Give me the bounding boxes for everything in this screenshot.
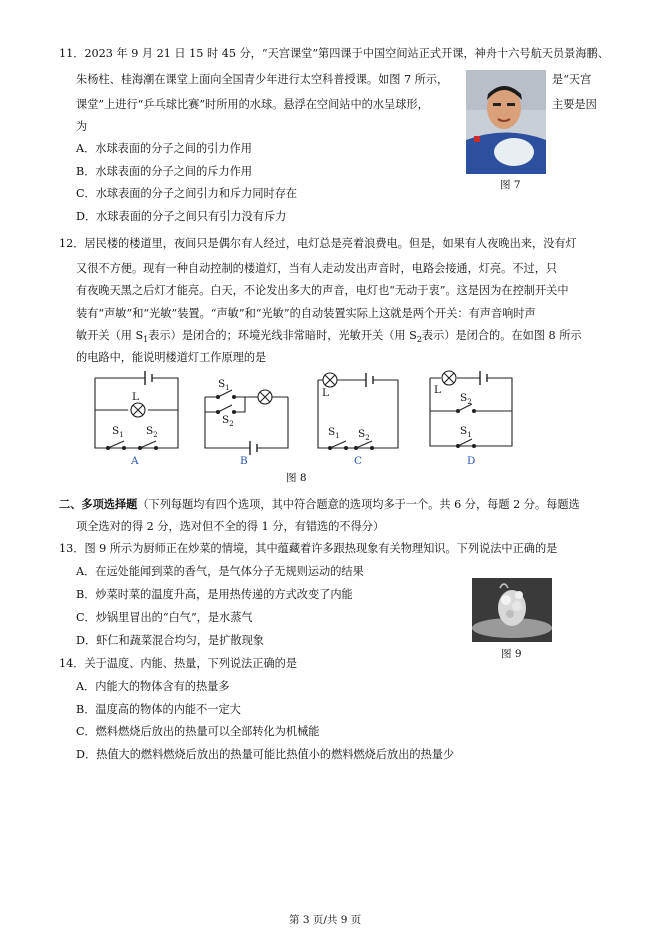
circuit-a-s2-label bbox=[146, 423, 158, 443]
section2-title: 二、多项选择题 bbox=[59, 497, 138, 511]
section2-instructions: （下列每题均有四个选项，其中符合题意的选项均多于一个。共 6 分，每题 2 分。每题选 bbox=[137, 498, 580, 511]
circuit-a-lamp-label: L bbox=[132, 391, 139, 403]
s-letter: S bbox=[460, 392, 468, 404]
s-sub: 1 bbox=[467, 431, 472, 440]
fig8-caption: 图 8 bbox=[286, 472, 307, 484]
q11-stem-1: 2023 年 9 月 21 日 15 时 45 分，“天宫课堂”第四课于中国空间站正式开课，神舟十六号航天员景海鹏、 bbox=[84, 47, 609, 60]
q14-option-c: C．燃料燃烧后放出的热量可以全部转化为机械能 bbox=[76, 725, 320, 738]
s-sub: 1 bbox=[335, 432, 340, 441]
circuit-c-letter: C bbox=[354, 455, 363, 467]
page-footer: 第 3 页/共 9 页 bbox=[289, 914, 362, 926]
circuit-b-s2-label bbox=[222, 412, 234, 432]
circuit-d-s2-label bbox=[460, 390, 472, 410]
q11-line4: 为 bbox=[76, 120, 88, 133]
s-sub: 1 bbox=[119, 431, 124, 440]
s-sub: 2 bbox=[229, 420, 234, 429]
fig9-caption: 图 9 bbox=[501, 648, 522, 660]
q11-number: 11． bbox=[59, 47, 85, 60]
s-sub: 2 bbox=[153, 431, 158, 440]
circuit-a-letter: A bbox=[131, 455, 139, 467]
q13-option-c: C．炒锅里冒出的“白气”，是水蒸气 bbox=[76, 611, 253, 624]
q13-line1 bbox=[59, 541, 557, 557]
q13-option-d: D．虾仁和蔬菜混合均匀，是扩散现象 bbox=[76, 634, 264, 647]
circuit-a-s1-label bbox=[112, 423, 124, 443]
q13-option-b: B．炒菜时菜的温度升高，是用热传递的方式改变了内能 bbox=[76, 588, 353, 601]
circuit-a bbox=[95, 371, 178, 450]
q12-number: 12． bbox=[59, 237, 85, 250]
q12-line5-c: 表示）是闭合的。在如图 8 所示 bbox=[421, 329, 582, 342]
s-letter: S bbox=[460, 425, 468, 437]
section2-line2: 项全选对的得 2 分，选对但不全的得 1 分，有错选的不得分） bbox=[76, 520, 385, 533]
circuit-b-letter: B bbox=[240, 455, 248, 467]
circuit-d-lamp-label: L bbox=[434, 384, 441, 396]
s-letter: S bbox=[112, 425, 120, 437]
cooking-photo bbox=[472, 578, 552, 642]
s-letter: S bbox=[328, 426, 336, 438]
q14-stem: 关于温度、内能、热量，下列说法正确的是 bbox=[84, 657, 298, 670]
circuit-d-s1-label bbox=[460, 423, 472, 443]
circuit-d-letter: D bbox=[467, 455, 476, 467]
q12-stem-1: 居民楼的楼道里，夜间只是偶尔有人经过，电灯总是亮着浪费电。但是，如果有人夜晚出来，没有灯 bbox=[84, 237, 577, 250]
q12-line4: 装有“声敏”和“光敏”装置。“声敏”和“光敏”的自动装置实际上这就是两个开关：有声音响时声 bbox=[76, 307, 536, 320]
s-sub: 1 bbox=[225, 384, 230, 393]
circuit-c-lamp-label: L bbox=[322, 387, 329, 399]
q11-line2b: 是“天宫 bbox=[552, 73, 592, 86]
q14-number: 14． bbox=[59, 657, 85, 670]
q14-option-d: D．热值大的燃料燃烧后放出的热量可能比热值小的燃料燃烧后放出的热量少 bbox=[76, 748, 455, 761]
s-letter: S bbox=[222, 414, 230, 426]
circuit-c-s1-label bbox=[328, 424, 340, 444]
section2-line1 bbox=[59, 496, 580, 513]
q11-option-b: B．水球表面的分子之间的斥力作用 bbox=[76, 165, 253, 178]
q14-option-a: A．内能大的物体含有的热量多 bbox=[76, 680, 230, 693]
circuit-b bbox=[205, 390, 288, 455]
s-letter: S bbox=[146, 425, 154, 437]
q13-number: 13． bbox=[59, 542, 85, 555]
q11-line3b: 主要是因 bbox=[552, 98, 597, 111]
circuit-b-s1-label bbox=[218, 376, 230, 396]
s-letter: S bbox=[358, 428, 366, 440]
q13-option-a: A．在远处能闻到菜的香气，是气体分子无规则运动的结果 bbox=[76, 565, 364, 578]
q14-option-b: B．温度高的物体的内能不一定大 bbox=[76, 703, 241, 716]
q12-sub2: 2 bbox=[416, 335, 422, 345]
q12-line2: 又很不方便。现有一种自动控制的楼道灯，当有人走动发出声音时，电路会接通，灯亮。不过，只 bbox=[76, 262, 558, 275]
fig7-caption: 图 7 bbox=[500, 179, 521, 191]
q11-line3a: 课堂”上进行“乒乓球比赛”时所用的水球。悬浮在空间站中的水呈球形， bbox=[76, 98, 429, 111]
circuit-c-s2-label bbox=[358, 426, 370, 446]
q11-option-c: C．水球表面的分子之间引力和斥力同时存在 bbox=[76, 187, 298, 200]
s-letter: S bbox=[218, 378, 226, 390]
q11-option-a: A．水球表面的分子之间的引力作用 bbox=[76, 142, 252, 155]
q12-line3: 有夜晚天黑之后灯才能亮。白天，不论发出多大的声音，电灯也“无动于衷”。这是因为在控制开关中 bbox=[76, 284, 569, 297]
s-sub: 2 bbox=[467, 398, 472, 407]
s-sub: 2 bbox=[365, 434, 370, 443]
q12-sub1: 1 bbox=[143, 335, 149, 345]
q14-line1 bbox=[59, 656, 297, 672]
q13-stem: 图 9 所示为厨师正在炒菜的情境，其中蕴藏着许多跟热现象有关物理知识。下列说法中正确的是 bbox=[84, 542, 558, 555]
q12-line5-b: 表示）是闭合的；环境光线非常暗时，光敏开关（用 S bbox=[148, 329, 417, 342]
q11-option-d: D．水球表面的分子之间只有引力没有斥力 bbox=[76, 210, 287, 223]
q11-line2a: 朱杨柱、桂海潮在课堂上面向全国青少年进行太空科普授课。如图 7 所示， bbox=[76, 73, 449, 86]
q12-line5-a: 敏开关（用 S bbox=[76, 329, 144, 342]
q12-line6: 的电路中，能说明楼道灯工作原理的是 bbox=[76, 351, 267, 364]
